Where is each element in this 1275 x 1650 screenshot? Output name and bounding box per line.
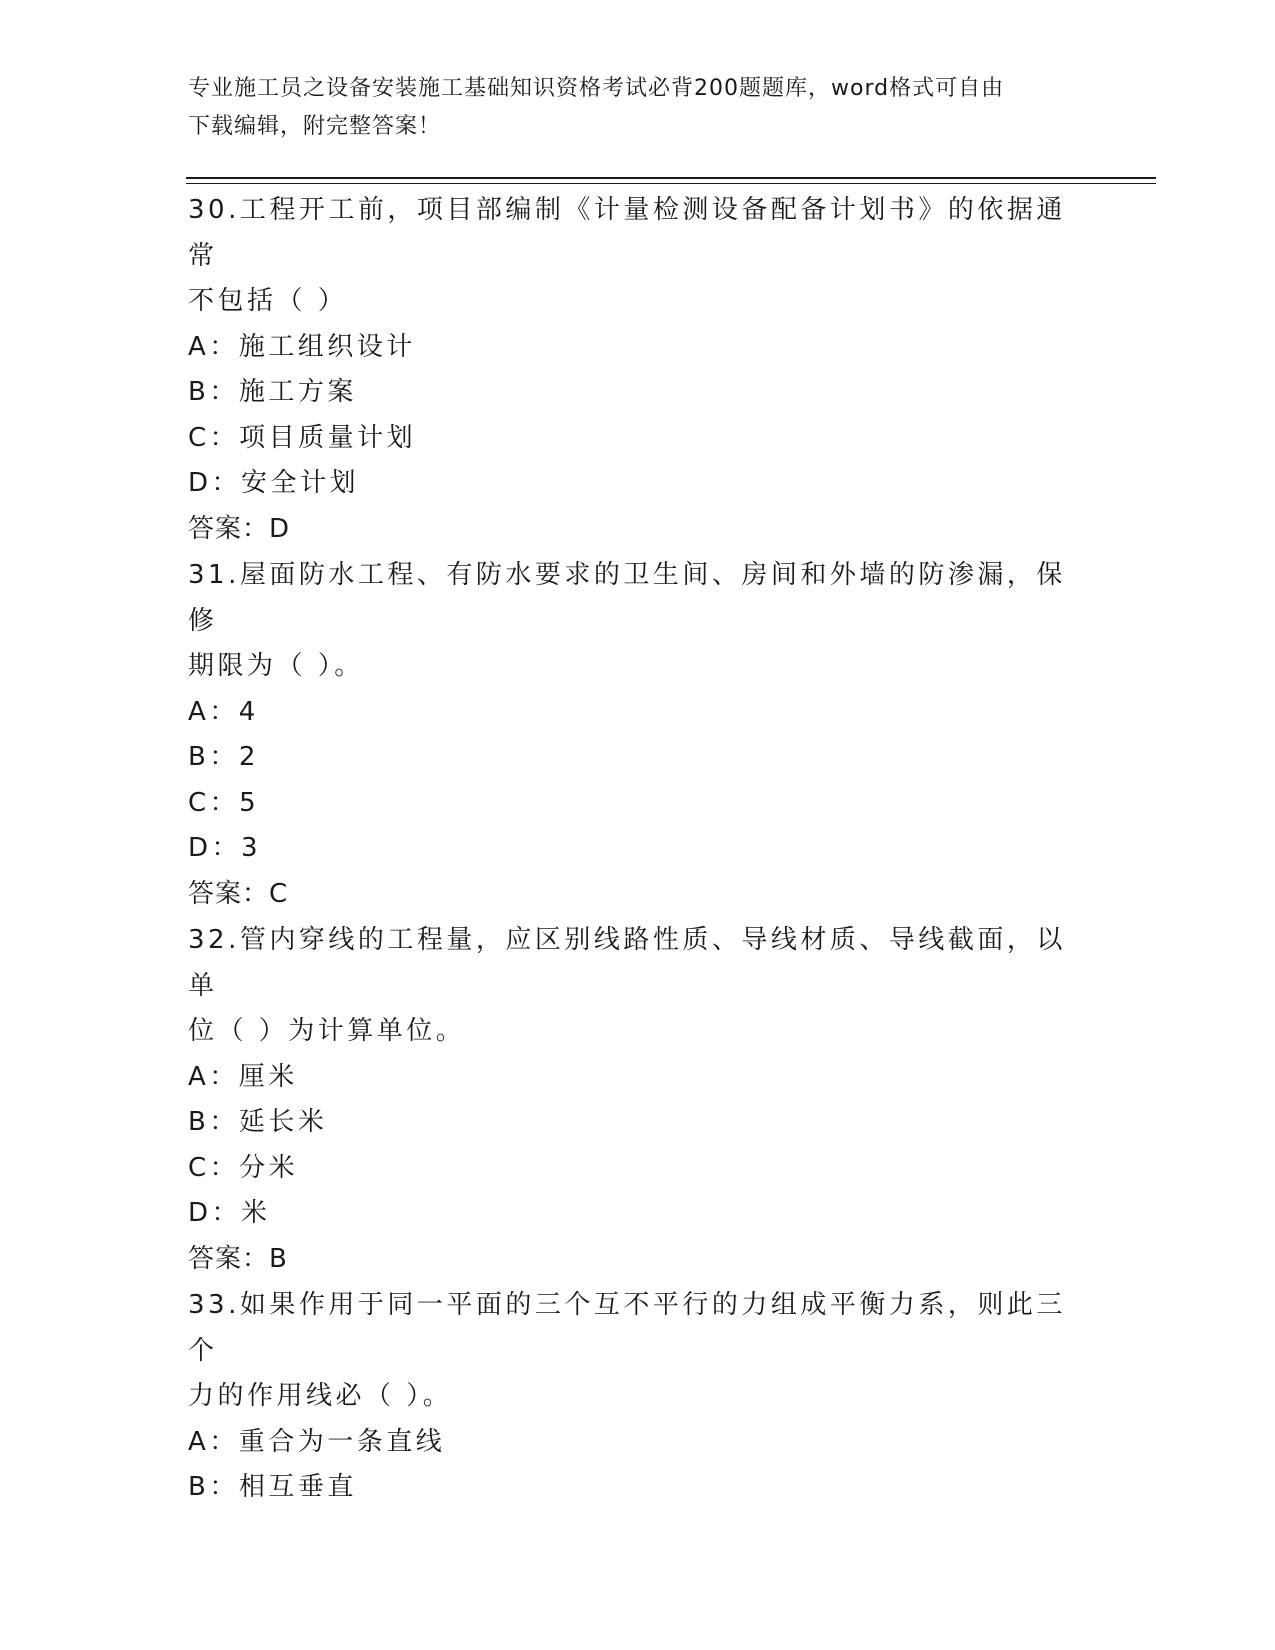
option-c: C：项目质量计划 [188, 422, 417, 453]
answer: 答案：C [188, 878, 289, 909]
header-divider-bottom [186, 183, 1156, 184]
option-c: C：分米 [188, 1152, 299, 1183]
question-stem: 30.工程开工前，项目部编制《计量检测设备配备计划书》的依据通常 [188, 195, 1066, 271]
question-stem: 32.管内穿线的工程量，应区别线路性质、导线材质、导线截面，以单 [188, 925, 1066, 1001]
answer: 答案：D [188, 513, 291, 544]
header-line-1: 专业施工员之设备安装施工基础知识资格考试必背200题题库，word格式可自由 [188, 76, 1005, 101]
question-stem-cont: 不包括（ ） [188, 286, 348, 316]
option-d: D：安全计划 [188, 468, 360, 498]
option-b: B：2 [188, 742, 259, 772]
option-a: A：重合为一条直线 [188, 1426, 446, 1457]
question-32 [188, 918, 1088, 1282]
question-stem-cont: 期限为（ ）。 [188, 651, 364, 681]
question-stem-cont: 位（ ）为计算单位。 [188, 1016, 466, 1046]
option-d: D：3 [188, 833, 262, 863]
option-a: A：厘米 [188, 1061, 298, 1092]
answer: 答案：B [188, 1243, 288, 1274]
option-b: B：施工方案 [188, 377, 357, 407]
option-d: D：米 [188, 1198, 271, 1228]
header-line-2: 下载编辑，附完整答案！ [188, 114, 442, 139]
question-stem: 31.屋面防水工程、有防水要求的卫生间、房间和外墙的防渗漏，保修 [188, 560, 1066, 636]
document-header [188, 70, 1078, 146]
question-stem: 33.如果作用于同一平面的三个互不平行的力组成平衡力系，则此三个 [188, 1290, 1066, 1366]
option-b: B：延长米 [188, 1107, 328, 1137]
question-30 [188, 188, 1088, 552]
option-b: B：相互垂直 [188, 1472, 357, 1502]
option-a: A：4 [188, 696, 259, 727]
question-31 [188, 553, 1088, 917]
option-a: A：施工组织设计 [188, 331, 416, 362]
question-33 [188, 1283, 1088, 1511]
question-stem-cont: 力的作用线必（ ）。 [188, 1381, 453, 1411]
header-divider-top [186, 177, 1156, 179]
option-c: C：5 [188, 787, 260, 818]
